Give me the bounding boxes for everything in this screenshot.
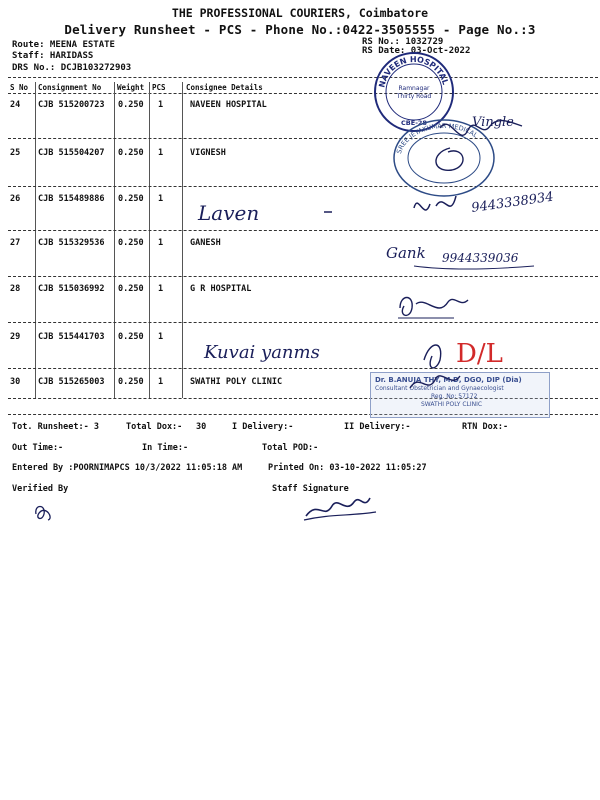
staff: Staff: HARIDASS: [12, 51, 94, 61]
signature-row-24: [420, 108, 530, 178]
staff-signature-label: Staff Signature: [272, 484, 349, 494]
rs-number: RS No.: 1032729: [362, 37, 444, 47]
row-divider: [8, 276, 598, 277]
divider: [8, 93, 598, 94]
row-consignment: CJB 515200723: [38, 100, 105, 110]
column-rule: [114, 82, 115, 398]
row-sno: 27: [10, 238, 21, 248]
stamp-line: Consultant Obstetrician and Gynaecologist: [375, 385, 504, 392]
route: Route: MEENA ESTATE: [12, 40, 115, 50]
divider: [8, 77, 598, 78]
row-pcs: 1: [158, 194, 164, 204]
row-consignment: CJB 515489886: [38, 194, 105, 204]
row-weight: 0.250: [118, 332, 144, 342]
signature-row-30: [404, 368, 464, 398]
row-sno: 24: [10, 100, 21, 110]
stamp-sub2: Thirty Road: [396, 93, 432, 100]
runsheet-title: Delivery Runsheet - PCS - Phone No.:0422-3505555 - Page No.:3: [64, 22, 536, 37]
row-consignee: GANESH: [190, 238, 221, 248]
stamp-line: Dr. B.ANUJA THY, M.D, DGO, DIP (Dia): [375, 376, 522, 384]
row-consignee: SWATHI POLY CLINIC: [190, 377, 283, 387]
row-weight: 0.250: [118, 284, 144, 294]
printed-on: Printed On: 03-10-2022 11:05:27: [268, 463, 427, 473]
total-dox-label: Total Dox:-: [126, 422, 183, 432]
total-dox-value: 30: [196, 422, 207, 432]
col-weight: Weight: [117, 83, 145, 92]
oval-stamp-text: SREE JEYAKUMAR MEDICAL: [395, 121, 480, 155]
row-sno: 25: [10, 148, 21, 158]
row-pcs: 1: [158, 100, 164, 110]
col-pcs: PCS: [152, 83, 166, 92]
handwriting-row-26-name: [196, 196, 356, 230]
row-consignee: VIGNESH: [190, 148, 226, 158]
column-rule: [35, 82, 36, 398]
svg-text:D/L: D/L: [456, 339, 503, 369]
column-rule: [149, 82, 150, 398]
stamp-code: CBE-28: [401, 119, 427, 127]
row-weight: 0.250: [118, 100, 144, 110]
row-pcs: 1: [158, 377, 164, 387]
staff-signature: [300, 490, 380, 526]
row-pcs: 1: [158, 148, 164, 158]
row-weight: 0.250: [118, 148, 144, 158]
verified-by-signature: [30, 500, 60, 524]
stamp-arc-text: NAVEEN HOSPITAL: [377, 54, 451, 89]
svg-text:Laven: Laven: [198, 201, 260, 225]
company-title: THE PROFESSIONAL COURIERS, Coimbatore: [171, 6, 429, 20]
row-sno: 28: [10, 284, 21, 294]
row-consignee: NAVEEN HOSPITAL: [190, 100, 267, 110]
row-sno: 29: [10, 332, 21, 342]
out-time: Out Time:-: [12, 443, 64, 453]
drs-number: DRS No.: DCJB103272903: [12, 63, 132, 73]
col-sno: S No: [10, 83, 29, 92]
stamp-line: Reg. No: 57172: [431, 393, 478, 400]
handwriting-row-29: [200, 332, 380, 368]
total-runsheet: Tot. Runsheet:- 3: [12, 422, 99, 432]
in-time: In Time:-: [142, 443, 189, 453]
column-rule: [182, 82, 183, 398]
handwriting-row-26-phone: [410, 182, 590, 232]
svg-text:9944339036: 9944339036: [442, 251, 519, 265]
row-weight: 0.250: [118, 194, 144, 204]
verified-by: Verified By: [12, 484, 69, 494]
svg-text:Gank: Gank: [386, 244, 426, 262]
row-weight: 0.250: [118, 238, 144, 248]
row-consignment: CJB 515036992: [38, 284, 105, 294]
row-consignee: G R HOSPITAL: [190, 284, 252, 294]
i-delivery: I Delivery:-: [232, 422, 294, 432]
row-sno: 26: [10, 194, 21, 204]
entered-by: Entered By :POORNIMAPCS 10/3/2022 11:05:18 AM: [12, 463, 243, 473]
row-pcs: 1: [158, 284, 164, 294]
row24-signature-text: Vingle: [472, 115, 514, 130]
row-pcs: 1: [158, 238, 164, 248]
col-consignee: Consignee Details: [186, 83, 263, 92]
svg-text:NAVEEN HOSPITAL: [377, 55, 450, 89]
row-consignment: CJB 515441703: [38, 332, 105, 342]
rtn-dox: RTN Dox:-: [462, 422, 509, 432]
row-weight: 0.250: [118, 377, 144, 387]
row-consignment: CJB 515329536: [38, 238, 105, 248]
row-consignment: CJB 515265003: [38, 377, 105, 387]
rs-date: RS Date: 03-Oct-2022: [362, 46, 471, 56]
row-pcs: 1: [158, 332, 164, 342]
handwriting-row-27: [384, 236, 564, 272]
svg-text:Kuvai yanms: Kuvai yanms: [204, 342, 320, 363]
stamp-sub1: Ramnagar: [398, 85, 430, 92]
row-sno: 30: [10, 377, 21, 387]
stamp-line: SWATHI POLY CLINIC: [421, 401, 483, 408]
row-divider: [8, 322, 598, 323]
svg-text:9443338934: 9443338934: [470, 189, 555, 216]
ii-delivery: II Delivery:-: [344, 422, 411, 432]
col-consignment: Consignment No: [38, 83, 102, 92]
row-consignment: CJB 515504207: [38, 148, 105, 158]
signature-row-28: [394, 288, 474, 324]
total-pod: Total POD:-: [262, 443, 319, 453]
